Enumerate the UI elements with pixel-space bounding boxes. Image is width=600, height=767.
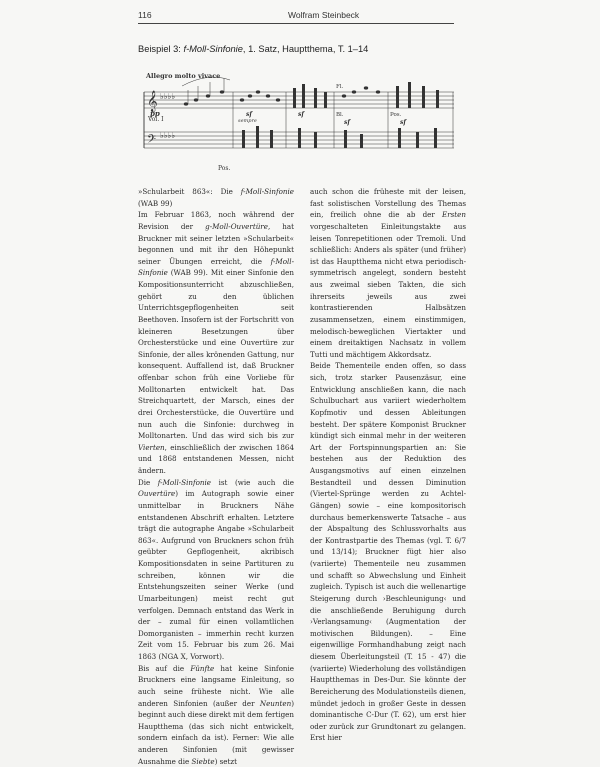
left-column-paragraph: »Schularbeit 863«: Die f-Moll-Sinfonie (WAB 99) bbox=[138, 187, 294, 208]
label-bl: Bl. bbox=[336, 112, 344, 118]
running-head bbox=[138, 10, 454, 24]
example-caption-title: f-Moll-Sinfonie bbox=[183, 44, 243, 54]
svg-text:𝄞: 𝄞 bbox=[147, 91, 158, 112]
header-rule bbox=[138, 23, 454, 24]
right-column-paragraph: auch schon die früheste mit der leisen, fast solistischen Vorstellung des Themas ein, freilich ohne die ab der Ersten vorgeschalteten Einleitungstakte aus leisen Tonrepetitionen oder Tremoli. Und schließlich: Anders als später (und früher) ist das Hauptthema nicht etwa periodisch-symmetrisch angelegt, sondern besteht aus zweimal sieben Takten, die sich ihrerseits jeweils aus zwei kontrastierenden Halbsätzen zusammensetzen, einem einstimmigen, melodisch-beweglichen Viertakter und einem dreitaktigen Nachsatz in vollem Tutti und mächtigem Akkordsatz. bbox=[310, 187, 466, 359]
running-head-author: Wolfram Steinbeck bbox=[288, 10, 360, 20]
svg-text:♭♭♭♭: ♭♭♭♭ bbox=[160, 92, 176, 101]
left-column bbox=[138, 186, 294, 767]
left-column-paragraph: Bis auf die Fünfte hat keine Sinfonie Bruckners eine langsame Einleitung, so auch seine früheste nicht. Wie alle anderen Sinfonien (außer der Neunten) beginnt auch diese direkt mit dem fertigen Hauptthema (das sich nicht entwickelt, sondern einfach da ist). Ferner: Wie alle anderen Sinfonien (mit gewisser Ausnahme die Siebte) setzt bbox=[138, 663, 294, 766]
right-column-paragraph: Beide Thementeile enden offen, so dass sich, trotz starker Pausenzäsur, eine Entwicklung anschließen kann, die nach Schulbuchart aus variiert wiederholtem Kopfmotiv und dessen Ableitungen besteht. Der spätere Komponist Bruckner kündigt sich einmal mehr in der weiteren Art der Fortspinnungspartien an: Sie bestehen aus der Reduktion des Ausgangsmotivs auf einen einzelnen Bestandteil und dessen Diminution (Viertel-Sprünge werden zu Achtel-Gängen) sowie – eine kompositorisch durchaus bemerkenswerte Tatsache – aus der Abspaltung des Schlussvorhalts aus der Kontrastpartie des Themas (vgl. T. 6/7 und 13/14); Bruckner fügt hier also (variierte) Thementeile neu zusammen und schafft so Abwechslung und Einheit zugleich. Typisch ist auch die wellenartige Steigerung durch ›Beschleunigung‹ und die anschließende Beruhigung durch ›Verlangsamung‹ (Augmentation der motivischen Bildungen). – Eine eigenwillige Formhandhabung zeigt nach diesem Überleitungsteil (T. 15 - 47) die (variierte) Wiederholung des vollständigen Hauptthemas in Des-Dur. Sie könnte der Bereicherung des Modulationsteils dienen, mündet jedoch in großer Geste in dessen dominantische C-Dur (T. 62), um erst hier oder zurück zur Grundtonart zu gelangen. Erst hier bbox=[310, 361, 466, 743]
left-column-paragraph: Die f-Moll-Sinfonie ist (wie auch die Ouvertüre) im Autograph sowie einer unmittelbar in Bruckners Nähe entstandenen Abschrift erhalten. Letztere trägt die autographe Angabe »Schularbeit 863«. Aufgrund von Bruckners schon früh geübter Gepflogenheit, akribisch Kompositionsdaten in seine Partituren zu schreiben, können wir die Entstehungszeiten seiner Werke (und Umarbeitungen) meist recht gut verfolgen. Demnach entstand das Werk in der – zumal für einen vollamtlichen Domorganisten – immerhin recht kurzen Zeit vom 15. Februar bis zum 26. Mai 1863 (NGA X, Vorwort). bbox=[138, 477, 294, 661]
dynamic-sf-4: sf bbox=[400, 119, 406, 126]
label-pos-mid: Pos. bbox=[390, 112, 402, 118]
music-score-excerpt bbox=[138, 66, 454, 176]
right-column bbox=[310, 186, 466, 744]
dynamic-sempre: sempre bbox=[238, 118, 257, 124]
label-fl: Fl. bbox=[336, 84, 344, 90]
dynamic-sf-2: sf bbox=[298, 111, 304, 118]
label-pos: Pos. bbox=[218, 165, 231, 172]
svg-text:♭♭♭♭: ♭♭♭♭ bbox=[160, 131, 176, 140]
example-caption-suffix: , 1. Satz, Hauptthema, T. 1–14 bbox=[242, 44, 369, 54]
page-number: 116 bbox=[138, 10, 152, 20]
example-caption-prefix: Beispiel 3: bbox=[138, 44, 184, 54]
instrument-label: Vol. I bbox=[148, 116, 164, 123]
left-column-paragraph: Im Februar 1863, noch während der Revision der g-Moll-Ouvertüre, hat Bruckner mit seiner letzten »Schularbeit« begonnen und mit ihr den Höhepunkt seiner Übungen erreicht, die f-Moll-Sinfonie (WAB 99). Mit einer Sinfonie den Kompositionsunterricht abzuschließen, gehört zu den üblichen Unterrichtsgepflogenheiten seit Beethoven. Insofern ist der Fortschritt von kleineren Besetzungen über Orchesterstücke und eine Ouvertüre zur Sinfonie, der alles krönenden Gattung, nur konsequent. Auffallend ist, daß Bruckner offenbar schon früh eine Vorliebe für Molltonarten entwickelt hat. Das Streichquartett, der Marsch, eines der drei Orchesterstücke, die Ouvertüre und nun auch die Sinfonie: durchweg in Molltonarten. Und das wird sich bis zur Vierten, einschließlich der zwischen 1864 und 1868 entstandenen Messen, nicht ändern. bbox=[138, 210, 294, 475]
dynamic-sf-3: sf bbox=[344, 119, 350, 126]
tempo-marking: Allegro molto vivace bbox=[146, 72, 221, 80]
dynamic-sf-1: sf bbox=[246, 111, 252, 118]
svg-text:𝄢: 𝄢 bbox=[147, 133, 157, 149]
body-text bbox=[138, 186, 466, 766]
dynamic-pp: pp bbox=[150, 109, 160, 118]
example-caption bbox=[138, 44, 468, 54]
